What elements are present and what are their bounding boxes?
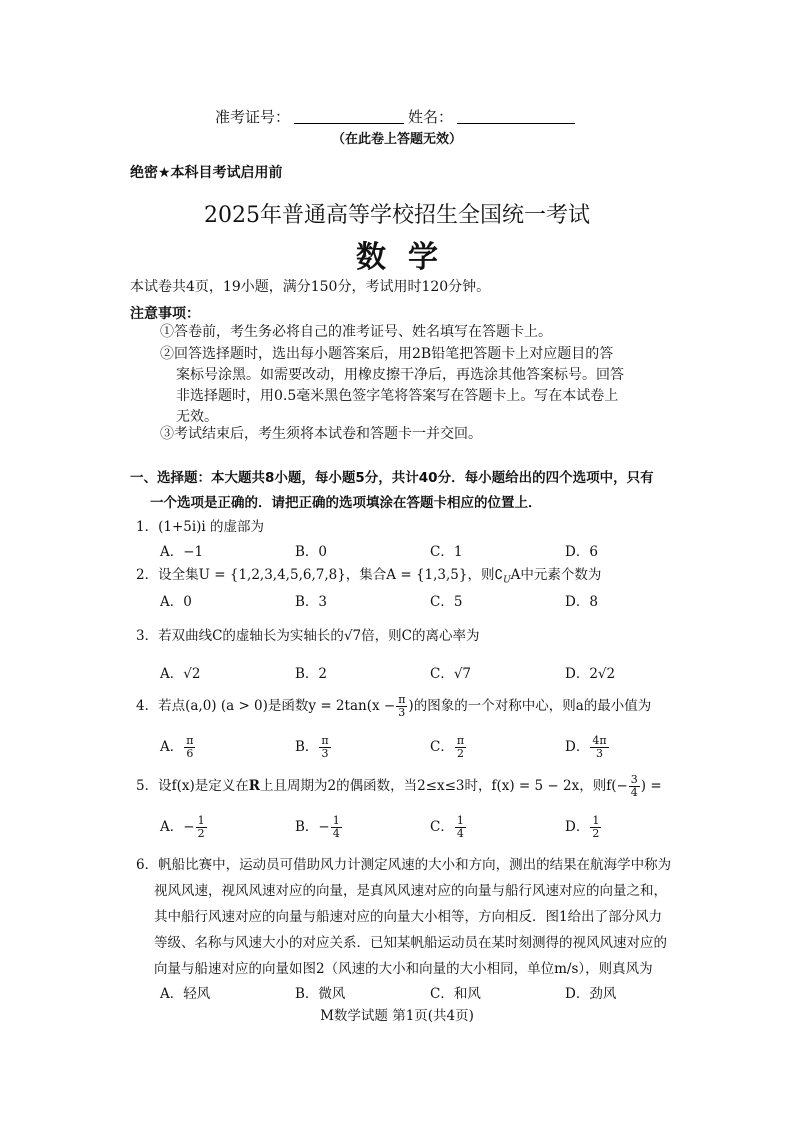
exam-title: 2025年普通高等学校招生全国统一考试 (204, 203, 590, 228)
option-b: B．0 (295, 544, 328, 560)
option-d: D． $\frac{1}{2}$ (565, 814, 600, 840)
admission-number-label: 准考证号： (214, 108, 290, 126)
option-a: A．轻风 (160, 986, 211, 1002)
name-field (457, 109, 575, 124)
option-b: B．3 (295, 594, 328, 610)
option-d: D． $\frac{4\pi}{3}$ (565, 734, 607, 760)
option-a: A．−1 (160, 544, 204, 560)
fraction: $\frac{3}{4}$ (630, 773, 638, 799)
option-a: A．√2 (160, 666, 201, 682)
option-a: A．0 (160, 594, 192, 610)
question-stem: 4．若点(a,0) (a > 0)是函数y = 2tan(x − $\frac{\pi}{3}$ )的图象的一个对称中心，则a的最小值为 (136, 693, 652, 719)
option-c: C． $\frac{\pi}{2}$ (430, 734, 465, 760)
admission-number-field (294, 109, 404, 124)
note-item: ②回答选择题时，选出每小题答案后，用2B铅笔把答题卡上对应题目的答 案标号涂黑。如需要改动，用橡皮擦干净后，再选涂其他答案标号。回答 非选择题时，用0.5毫米黑色签字笔将答案写在答题卡上。写在本试卷上 无效。 (160, 346, 624, 425)
option-d: D．8 (565, 594, 598, 610)
option-b: B． $\frac{\pi}{3}$ (295, 734, 329, 760)
option-a: A． $\frac{\pi}{6}$ (160, 734, 194, 760)
question-stem: 2．设全集U = {1,2,3,4,5,6,7,8}，集合A = {1,3,5}，则$∁_UA$中元素个数为 (136, 567, 602, 586)
note-item: ③考试结束后，考生须将本试卷和答题卡一并交回。 (160, 426, 482, 442)
confidential-label: 绝密★本科目考试启用前 (130, 165, 283, 181)
exam-header (0, 106, 794, 127)
option-c: C． $\frac{1}{4}$ (430, 814, 464, 840)
option-b: B．微风 (295, 986, 346, 1002)
option-a: A．− $\frac{1}{2}$ (160, 814, 205, 840)
note-item: ①答卷前，考生务必将自己的准考证号、姓名填写在答题卡上。 (160, 324, 552, 340)
option-d: D．2√2 (565, 666, 616, 682)
section-heading: 一、选择题：本大题共8小题，每小题5分，共计40分．每小题给出的四个选项中，只有 一个选项是正确的．请把正确的选项填涂在答题卡相应的位置上． (130, 470, 654, 511)
question-stem: 3．若双曲线C的虚轴长为实轴长的√7倍，则C的离心率为 (136, 628, 480, 644)
page-footer: M数学试题 第1页(共4页) (320, 1008, 474, 1024)
option-c: C．5 (430, 594, 463, 610)
question-stem: 5．设f(x)是定义在R上且周期为2的偶函数，当2≤x≤3时，f(x) = 5 − 2x，则f(− $\frac{3}{4}$ ) = (136, 773, 662, 799)
option-d: D．劲风 (565, 986, 617, 1002)
subject-title: 数学 (356, 240, 460, 275)
option-c: C．1 (430, 544, 463, 560)
fraction: $\frac{\pi}{3}$ (398, 693, 406, 719)
question-stem: 1．(1+5i)i 的虚部为 (136, 519, 265, 535)
option-c: C．√7 (430, 666, 472, 682)
option-b: B．− $\frac{1}{4}$ (295, 814, 340, 840)
option-d: D．6 (565, 544, 598, 560)
invalid-answer-note: （在此卷上答题无效） (331, 132, 462, 147)
notes-heading: 注意事项： (130, 306, 200, 322)
option-c: C．和风 (430, 986, 481, 1002)
question-stem: 6．帆船比赛中，运动员可借助风力计测定风速的大小和方向，测出的结果在航海学中称为 视风风速，视风风速对应的向量，是真风风速对应的向量与船行风速对应的向量之和， 其中船行风速对应的向量与船速对应的向量大小相等，方向相反．图1给出了部分风力 等级、名称与风速大小的对应关系．已知某帆船运动员在某时刻测得的视风风速对应的 向量与船速对应的向量如图2（风速的大小和向量的大小相同，单位m/s），则真风为 (136, 857, 672, 977)
exam-info: 本试卷共4页，19小题，满分150分，考试用时120分钟。 (130, 279, 491, 295)
option-b: B．2 (295, 666, 328, 682)
name-label: 姓名： (408, 108, 454, 126)
